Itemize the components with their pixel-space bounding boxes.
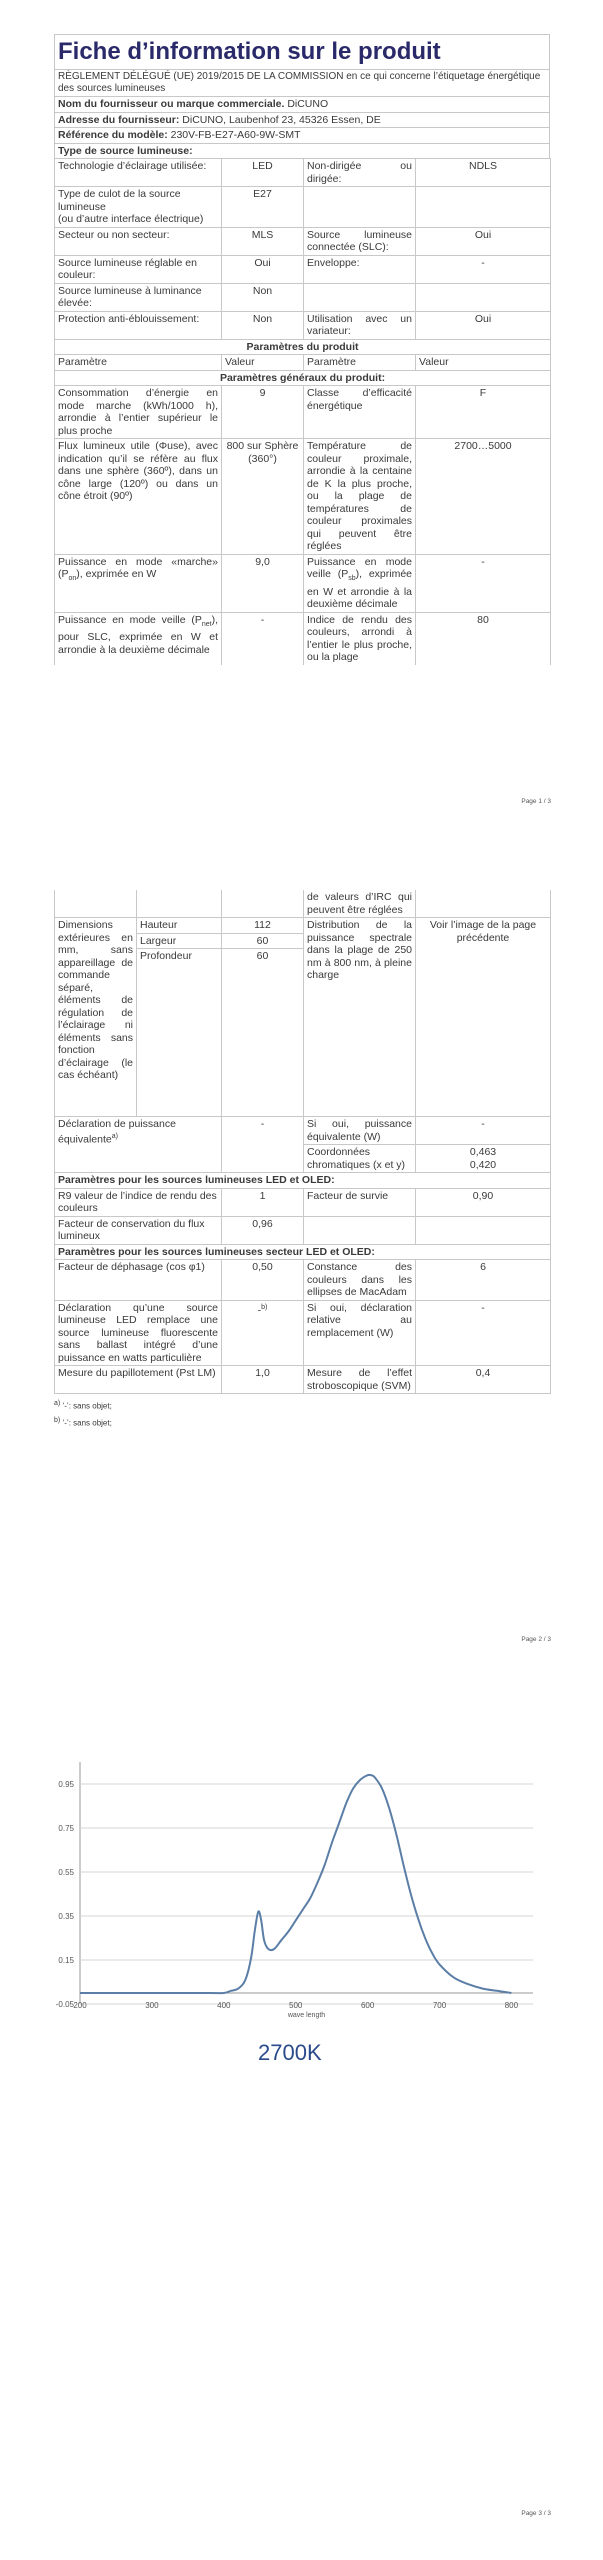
flux-label: Flux lumineux utile (Φuse), avec indication qu’il se réfère au flux dans une sphère (360º), dans un cône large (120º) ou dans un cône étroit (90º) — [55, 439, 222, 555]
standby-label-sub: sb — [348, 575, 356, 583]
power-value: 9,0 — [222, 554, 304, 612]
net-standby-value: - — [222, 612, 304, 665]
replacement-value — [222, 1300, 304, 1366]
type-value — [416, 283, 551, 311]
net-label-sub: net — [201, 620, 212, 628]
type-header: Type de source lumineuse: — [55, 143, 550, 159]
page-number: Page 1 / 3 — [521, 798, 551, 805]
address-value: DiCUNO, Laubenhof 23, 45326 Essen, DE — [182, 113, 381, 126]
dimension-height-value: 112 — [222, 918, 304, 934]
replacement-label: Déclaration qu’une source lumineuse LED remplace une source lumineuse fluorescente sans ballast intégré d’une puissance en watts particulière — [55, 1300, 222, 1366]
replacement-power-value: - — [416, 1300, 551, 1366]
dimensions-table — [54, 890, 551, 1173]
efficiency-value: F — [416, 386, 551, 439]
type-label — [304, 187, 416, 228]
param-row — [55, 1188, 551, 1216]
spectrum-chart — [48, 1754, 548, 2034]
standby-label-a: Puissance en mode veille (P — [307, 555, 412, 580]
standby-label-b: ), exprimée en W et arrondie à la deuxième décimale — [307, 568, 412, 611]
cct-value: 2700…5000 — [416, 439, 551, 555]
x-tick-label: 800 — [504, 2001, 519, 2010]
dimensions-label: Dimensions extérieures en mm, sans appareillage de commande séparé, éléments de régulation de l’éclairage ni éléments sans fonction d’éclairage (le cas échéant) — [55, 918, 137, 1117]
x-tick-label: 200 — [73, 2001, 87, 2010]
spd-value: Voir l’image de la page précédente — [416, 918, 551, 1117]
type-value: LED — [222, 159, 304, 187]
x-tick-label: 500 — [289, 2001, 303, 2010]
consumption-value: 9 — [222, 386, 304, 439]
equiv-power-label: Si oui, puissance équivalente (W) — [304, 1117, 416, 1145]
power-label-sub: on — [68, 575, 77, 583]
type-row — [55, 311, 551, 339]
spd-label: Distribution de la puissance spectrale dans la plage de 250 nm à 800 nm, à pleine charge — [304, 918, 416, 1117]
address-label: Adresse du fournisseur: — [58, 113, 180, 126]
survival-label: Facteur de survie — [304, 1188, 416, 1216]
param-row — [55, 1300, 551, 1366]
type-value: E27 — [222, 187, 304, 228]
page-number: Page 2 / 3 — [521, 1636, 551, 1643]
type-label: Enveloppe: — [304, 255, 416, 283]
footnote-b — [54, 1415, 550, 1430]
model-row — [55, 128, 550, 144]
y-tick-label: 0.15 — [58, 1956, 74, 1965]
equiv-label — [55, 1117, 222, 1173]
page-3 — [0, 1670, 603, 2560]
supplier-label: Nom du fournisseur ou marque commerciale. — [58, 98, 285, 110]
power-label-a: Puissance en mode «marche» (P — [58, 555, 218, 580]
footnote-b-text: ‘-’: sans objet; — [62, 1418, 112, 1428]
mains-header: Paramètres pour les sources lumineuses secteur LED et OLED: — [55, 1244, 551, 1260]
type-value: Oui — [416, 311, 551, 339]
cct-label: Température de couleur proximale, arrondie à la centaine de K la plus proche, ou la plage de températures de couleur proximales qui peuvent être réglées — [304, 439, 416, 555]
type-label: Secteur ou non secteur: — [55, 227, 222, 255]
power-label — [55, 554, 222, 612]
type-value: Oui — [222, 255, 304, 283]
type-value: - — [416, 255, 551, 283]
x-axis-label: wave length — [287, 2012, 326, 2019]
chroma-x: 0,463 — [469, 1146, 497, 1158]
maintenance-label: Facteur de conservation du flux lumineux — [55, 1216, 222, 1244]
spectrum-chart-svg — [48, 1754, 548, 2034]
product-info-table — [54, 34, 550, 159]
dimension-width-value: 60 — [222, 933, 304, 949]
power-factor-value: 0,50 — [222, 1260, 304, 1301]
type-row — [55, 255, 551, 283]
page-1 — [0, 0, 603, 820]
y-tick-label: 0.35 — [58, 1912, 74, 1921]
document-title: Fiche d’information sur le produit — [55, 35, 550, 70]
x-tick-label: 400 — [217, 2001, 231, 2010]
macadam-value: 6 — [416, 1260, 551, 1301]
col-value: Valeur — [416, 355, 551, 371]
footnote-a-text: ‘-’: sans objet; — [62, 1401, 112, 1411]
type-label: Type de culot de la source lumineuse (ou d’autre interface électrique) — [55, 187, 222, 228]
type-value: Non — [222, 283, 304, 311]
regulation-subtitle: RÈGLEMENT DÉLÉGUÉ (UE) 2019/2015 DE LA COMMISSION en ce qui concerne l’étiquetage énergétique des sources lumineuses — [55, 70, 550, 97]
flicker-label: Mesure du papillotement (Pst LM) — [55, 1366, 222, 1394]
cri-label: Indice de rendu des couleurs, arrondi à l’entier le plus proche, ou la plage — [304, 612, 416, 665]
type-label: Protection anti-éblouissement: — [55, 311, 222, 339]
net-label-a: Puissance en mode veille (P — [58, 613, 202, 626]
replacement-value-text: - — [257, 1304, 262, 1316]
type-label: Source lumineuse réglable en couleur: — [55, 255, 222, 283]
param-row — [55, 1216, 551, 1244]
params-header: Paramètres du produit — [55, 339, 551, 355]
chroma-label: Coordonnées chromatiques (x et y) — [304, 1145, 416, 1173]
type-value — [416, 187, 551, 228]
type-row — [55, 187, 551, 228]
led-header: Paramètres pour les sources lumineuses LED et OLED: — [55, 1173, 551, 1189]
type-label: Source lumineuse à luminance élevée: — [55, 283, 222, 311]
net-label-b: ), pour SLC, exprimée en W et arrondie à la deuxième décimale — [58, 613, 218, 656]
type-value: Oui — [416, 227, 551, 255]
equiv-footnote-mark: a) — [111, 1132, 118, 1140]
equiv-power-value: - — [416, 1117, 551, 1145]
maintenance-value: 0,96 — [222, 1216, 304, 1244]
chroma-values — [416, 1145, 551, 1173]
type-value: Non — [222, 311, 304, 339]
dimension-depth-label: Profondeur — [137, 949, 222, 1117]
footnote-a-mark: a) — [54, 1400, 61, 1407]
replacement-power-label: Si oui, déclaration relative au remplacement (W) — [304, 1300, 416, 1366]
general-header: Paramètres généraux du produit: — [55, 370, 551, 386]
chroma-y: 0,420 — [469, 1158, 497, 1171]
type-row — [55, 283, 551, 311]
page-number: Page 3 / 3 — [521, 2510, 551, 2517]
model-label: Référence du modèle: — [58, 129, 168, 141]
supplier-row — [55, 97, 550, 113]
replacement-footnote-mark: b) — [261, 1303, 268, 1311]
page-2-content — [54, 890, 550, 1431]
stroboscopic-value: 0,4 — [416, 1366, 551, 1394]
dimension-row — [55, 918, 551, 934]
r9-value: 1 — [222, 1188, 304, 1216]
col-param: Paramètre — [304, 355, 416, 371]
cri-value: 80 — [416, 612, 551, 665]
x-tick-label: 700 — [432, 2001, 447, 2010]
y-tick-label: 0.55 — [58, 1868, 74, 1877]
type-label: Source lumineuse connectée (SLC): — [304, 227, 416, 255]
footnote-b-mark: b) — [54, 1416, 61, 1424]
net-standby-label — [55, 612, 222, 665]
x-tick-label: 300 — [145, 2001, 159, 2010]
cri-continued-row — [55, 890, 551, 918]
footnotes — [54, 1398, 550, 1429]
x-tick-label: 600 — [360, 2001, 375, 2010]
dimension-width-label: Largeur — [137, 933, 222, 949]
led-table — [54, 1172, 551, 1394]
cri-label-continued: de valeurs d’IRC qui peuvent être réglées — [304, 890, 416, 918]
type-table — [54, 158, 551, 665]
type-value: MLS — [222, 227, 304, 255]
type-label — [304, 283, 416, 311]
flicker-value: 1,0 — [222, 1366, 304, 1394]
col-param: Paramètre — [55, 355, 222, 371]
type-label: Utilisation avec un variateur: — [304, 311, 416, 339]
column-header-row — [55, 355, 551, 371]
stroboscopic-label: Mesure de l’effet stroboscopique (SVM) — [304, 1366, 416, 1394]
power-factor-label: Facteur de déphasage (cos φ1) — [55, 1260, 222, 1301]
col-value: Valeur — [222, 355, 304, 371]
dimension-depth-value: 60 — [222, 949, 304, 1117]
y-tick-label: -0.05 — [55, 2000, 74, 2009]
footnote-a — [54, 1398, 550, 1413]
dimension-height-label: Hauteur — [137, 918, 222, 934]
type-row — [55, 227, 551, 255]
param-row — [55, 612, 551, 665]
type-label: Technologie d’éclairage utilisée: — [55, 159, 222, 187]
type-label: Non-dirigée ou dirigée: — [304, 159, 416, 187]
page-1-content — [54, 34, 550, 665]
param-row — [55, 1366, 551, 1394]
color-temperature-label: 2700K — [258, 2040, 322, 2065]
page-2 — [0, 820, 603, 1670]
y-tick-label: 0.95 — [58, 1780, 74, 1789]
flux-value: 800 sur Sphère (360°) — [222, 439, 304, 555]
param-row — [55, 1260, 551, 1301]
y-tick-label: 0.75 — [58, 1824, 74, 1833]
efficiency-label: Classe d’efficacité énergétique — [304, 386, 416, 439]
macadam-label: Constance des couleurs dans les ellipses de MacAdam — [304, 1260, 416, 1301]
power-label-b: ), exprimée en W — [76, 568, 157, 580]
param-row — [55, 386, 551, 439]
param-row — [55, 439, 551, 555]
param-row — [55, 1117, 551, 1145]
address-row — [55, 112, 550, 128]
param-row — [55, 554, 551, 612]
type-row — [55, 159, 551, 187]
survival-value: 0,90 — [416, 1188, 551, 1216]
equiv-value: - — [222, 1117, 304, 1173]
consumption-label: Consommation d’énergie en mode marche (kWh/1000 h), arrondie à l’entier supérieur le plus proche — [55, 386, 222, 439]
standby-value: - — [416, 554, 551, 612]
standby-label — [304, 554, 416, 612]
model-value: 230V-FB-E27-A60-9W-SMT — [170, 129, 301, 141]
supplier-value: DiCUNO — [287, 98, 329, 110]
type-value: NDLS — [416, 159, 551, 187]
equiv-label-text: Déclaration de puissance équivalente — [58, 1118, 176, 1145]
r9-label: R9 valeur de l’indice de rendu des couleurs — [55, 1188, 222, 1216]
